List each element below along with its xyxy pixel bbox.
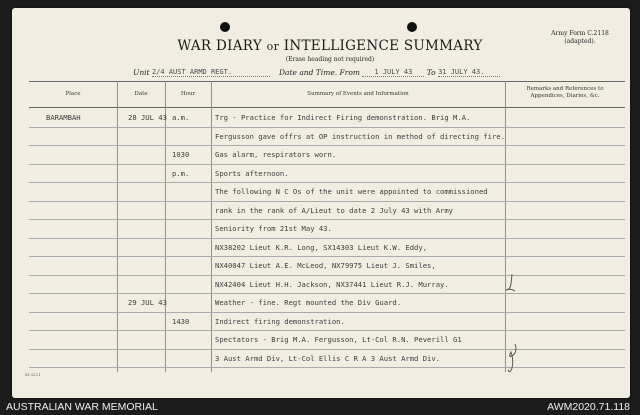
row-rule [29,349,625,350]
entry-hour: 1030 [172,150,190,159]
header-place: Place [65,91,81,97]
entry-date: 29 JUL 43 [128,298,167,307]
entry-summary: Spectators - Brig M.A. Fergusson, Lt-Col R.N. Peverill G1 [215,335,462,344]
footer-source: AUSTRALIAN WAR MEMORIAL [6,401,158,413]
entry-summary: Seniority from 21st May 43. [215,224,332,233]
row-rule [29,330,625,331]
row-rule [29,127,625,128]
unit-label: Unit [133,68,150,77]
header-remarks: Remarks and References to Appendices, Diaries, &c. [526,86,604,100]
entry-hour: 1430 [172,316,190,326]
entry-summary: Trg - Practice for Indirect Firing demonstration. Brig M.A. [215,113,471,122]
entry-summary: 3 Aust Armd Div, Lt-Col Ellis C R A 3 Aust Armd Div. [215,353,441,363]
row-rule [29,238,625,239]
row-rule [29,219,625,220]
punch-hole-right [407,22,417,32]
row-rule [29,367,625,368]
date-field [279,67,500,79]
entry-summary: NX42404 Lieut H.H. Jackson, NX37441 Lieut R.J. Murray. [215,279,449,289]
punch-hole-left [220,22,230,32]
row-rule [29,275,625,276]
army-form-number: Army Form C.2118 [551,30,609,37]
entry-summary: Gas alarm, respirators worn. [215,150,337,159]
entry-date: 28 JUL 43 [128,113,167,122]
date-time-label: Date and Time. [279,68,338,77]
army-form-label [540,30,620,45]
entry-hour: p.m. [172,168,190,178]
row-rule [29,256,625,257]
title-or: or [266,40,280,53]
from-label: From [339,68,360,77]
to-value: 31 JULY 43. [438,68,485,76]
row-rule [29,293,625,294]
entry-summary: rank in the rank of A/Lieut to date 2 July 43 with Army [215,205,453,215]
entry-summary: Indirect firing demonstration. [215,316,345,326]
entry-summary: The following N C Os of the unit were appointed to commissioned [215,187,488,196]
entry-place: BARAMBAH [46,113,81,122]
print-code: M 3221 [25,372,41,377]
header-date: Date [134,91,148,97]
title-intelligence-summary: INTELLIGENCE SUMMARY [283,38,483,54]
entry-summary: Weather - fine. Regt mounted the Div Guard. [215,298,402,307]
title-war-diary: WAR DIARY [177,38,263,54]
unit-value: 2/4 AUST ARMD REGT. [151,68,233,76]
col-divider-remarks [505,81,506,372]
row-rule [29,312,625,313]
header-bottom-border [29,107,625,108]
initial-mark-2 [502,340,522,376]
col-divider-hour [165,81,166,372]
initial-mark-1 [502,272,520,296]
army-form-adapted: (adapted). [564,37,596,45]
unit-field [133,67,270,79]
row-rule [29,182,625,183]
row-rule [29,145,625,146]
col-divider-date [117,81,118,372]
page-title [150,38,510,54]
entry-summary: NX38202 Lieut K.R. Long, SX14303 Lieut K.W. Eddy, [215,242,428,252]
row-rule [29,201,625,202]
entry-summary: NX40047 Lieut A.E. McLeod, NX79975 Lieut J. Smiles, [215,261,436,270]
row-rule [29,164,625,165]
from-value: 1 JULY 43 [374,68,413,76]
header-hour: Hour [180,91,196,97]
page-subtitle: (Erase heading not required) [285,56,375,63]
col-divider-summary [211,81,212,372]
footer-accession-number: AWM2020.71.118 [547,401,630,413]
to-label: To [426,68,436,77]
table-top-border [29,81,625,82]
entry-hour: a.m. [172,113,190,122]
header-summary: Summary of Events and Information [307,91,409,97]
entry-summary: Sports afternoon. [215,168,289,178]
entry-summary: Fergusson gave offrs at OP instruction in method of directing fire. [215,131,505,141]
